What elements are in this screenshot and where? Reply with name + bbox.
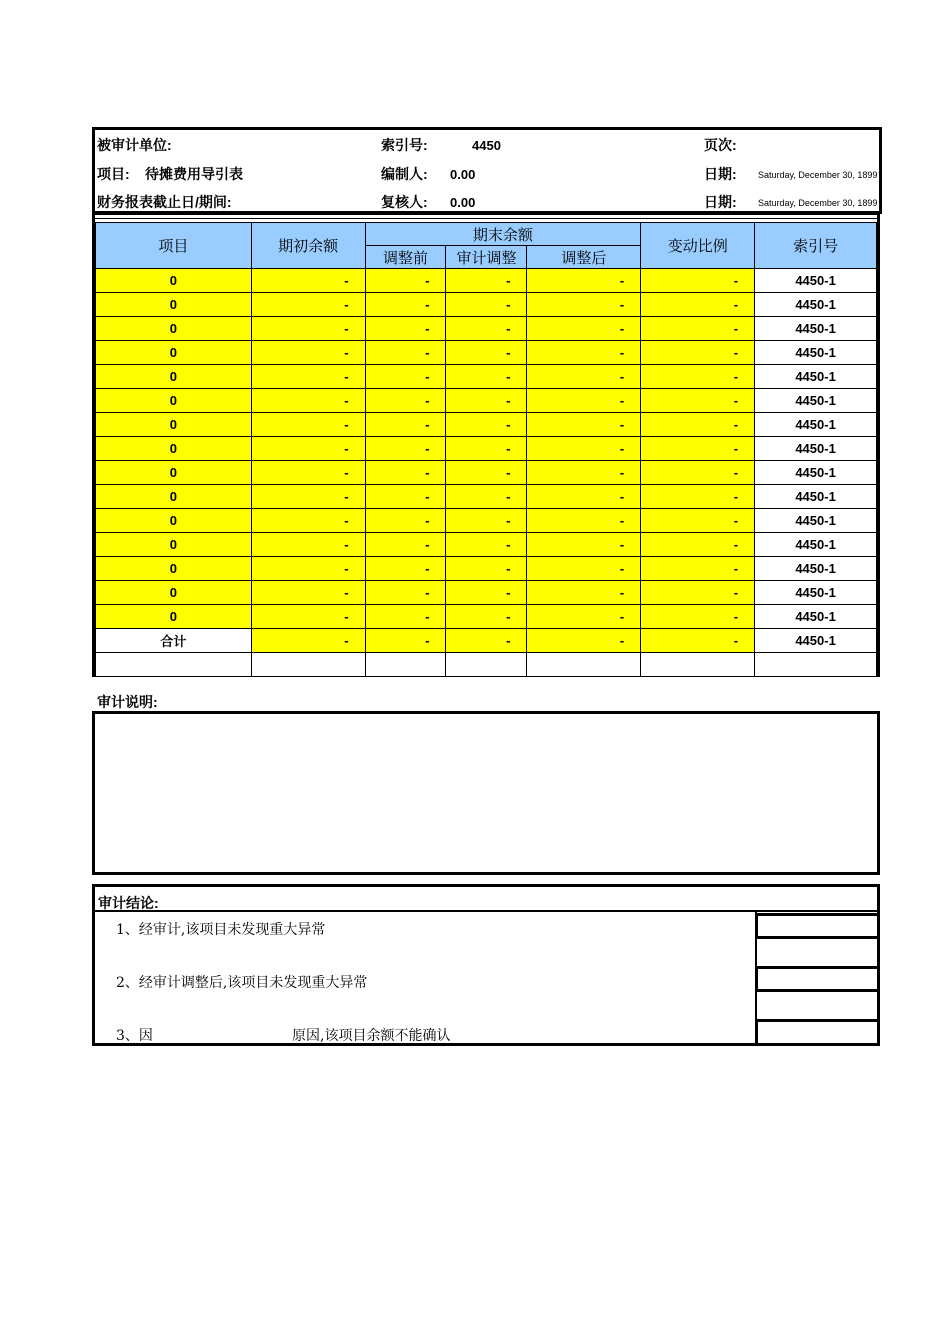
conclusion-item-2: 2、经审计调整后,该项目未发现重大异常: [116, 975, 368, 991]
cell-opening-balance: -: [251, 509, 365, 533]
cell-before-adjustment: -: [365, 293, 446, 317]
date-label-2: 日期:: [704, 194, 737, 210]
cell-opening-balance: -: [251, 581, 365, 605]
cell-audit-adjustment: -: [446, 293, 527, 317]
cell-index: 4450-1: [755, 317, 877, 341]
cell-index: 4450-1: [755, 389, 877, 413]
period-label: 财务报表截止日/期间:: [97, 194, 232, 210]
header-closing-balance: 期末余额: [365, 223, 641, 246]
cell-after-adjustment: -: [527, 365, 641, 389]
double-divider: [95, 214, 877, 219]
audit-conclusion-box: [92, 884, 880, 1046]
cell-item: 0: [96, 341, 252, 365]
cell-index: 4450-1: [755, 341, 877, 365]
cell-index: 4450-1: [755, 461, 877, 485]
table-row: [96, 341, 877, 365]
index-label: 索引号:: [381, 137, 428, 153]
cell-index: 4450-1: [755, 269, 877, 293]
cell-opening-balance: -: [251, 485, 365, 509]
cell-opening-balance: -: [251, 317, 365, 341]
cell-after-adjustment: -: [527, 581, 641, 605]
empty-cell[interactable]: [446, 653, 527, 677]
cell-change-ratio: -: [641, 317, 755, 341]
cell-index: 4450-1: [755, 557, 877, 581]
empty-cell[interactable]: [365, 653, 446, 677]
cell-change-ratio: -: [641, 413, 755, 437]
cell-index: 4450-1: [755, 605, 877, 629]
project-name: 待摊费用导引表: [145, 166, 243, 182]
cell-before-adjustment: -: [365, 605, 446, 629]
cell-index: 4450-1: [755, 485, 877, 509]
table-row: [96, 557, 877, 581]
cell-before-adjustment: -: [365, 533, 446, 557]
cell-audit-adjustment: -: [446, 341, 527, 365]
cell-before-adjustment: -: [365, 437, 446, 461]
cell-item: 0: [96, 461, 252, 485]
conclusion-check-2[interactable]: [755, 966, 880, 992]
table-row: [96, 269, 877, 293]
cell-after-adjustment: -: [527, 413, 641, 437]
cell-item: 合计: [96, 629, 252, 653]
cell-item: 0: [96, 317, 252, 341]
project-label: 项目:: [97, 166, 130, 182]
table-row: [96, 317, 877, 341]
cell-before-adjustment: -: [365, 269, 446, 293]
cell-change-ratio: -: [641, 341, 755, 365]
cell-index: 4450-1: [755, 365, 877, 389]
cell-audit-adjustment: -: [446, 533, 527, 557]
table-row: [96, 533, 877, 557]
cell-after-adjustment: -: [527, 293, 641, 317]
empty-cell[interactable]: [96, 653, 252, 677]
cell-item: 0: [96, 605, 252, 629]
preparer-label: 编制人:: [381, 166, 428, 182]
cell-audit-adjustment: -: [446, 317, 527, 341]
date-label-1: 日期:: [704, 166, 737, 182]
conclusion-item-3-prefix: 3、因: [116, 1028, 153, 1044]
cell-after-adjustment: -: [527, 389, 641, 413]
cell-audit-adjustment: -: [446, 269, 527, 293]
table-row: [96, 605, 877, 629]
cell-before-adjustment: -: [365, 557, 446, 581]
cell-change-ratio: -: [641, 629, 755, 653]
cell-after-adjustment: -: [527, 461, 641, 485]
table-row: [96, 581, 877, 605]
cell-item: 0: [96, 269, 252, 293]
empty-cell[interactable]: [641, 653, 755, 677]
preparer-value: 0.00: [450, 167, 476, 182]
cell-index: 4450-1: [755, 533, 877, 557]
conclusion-item-3-suffix: 原因,该项目余额不能确认: [292, 1028, 451, 1044]
cell-index: 4450-1: [755, 629, 877, 653]
cell-item: 0: [96, 509, 252, 533]
cell-after-adjustment: -: [527, 629, 641, 653]
cell-after-adjustment: -: [527, 317, 641, 341]
cell-opening-balance: -: [251, 629, 365, 653]
cell-audit-adjustment: -: [446, 485, 527, 509]
cell-audit-adjustment: -: [446, 413, 527, 437]
cell-audit-adjustment: -: [446, 509, 527, 533]
empty-row: [96, 653, 877, 677]
conclusion-divider: [95, 910, 877, 912]
table-row: [96, 485, 877, 509]
cell-after-adjustment: -: [527, 533, 641, 557]
cell-opening-balance: -: [251, 605, 365, 629]
cell-item: 0: [96, 389, 252, 413]
header-block: [92, 127, 882, 214]
cell-after-adjustment: -: [527, 269, 641, 293]
cell-index: 4450-1: [755, 293, 877, 317]
page-label: 页次:: [704, 137, 737, 153]
cell-opening-balance: -: [251, 533, 365, 557]
header-change-ratio: 变动比例: [641, 223, 755, 269]
date-value-2: Saturday, December 30, 1899: [758, 198, 878, 208]
guide-table: [92, 211, 880, 677]
cell-audit-adjustment: -: [446, 581, 527, 605]
cell-audit-adjustment: -: [446, 437, 527, 461]
cell-index: 4450-1: [755, 413, 877, 437]
cell-audit-adjustment: -: [446, 629, 527, 653]
cell-opening-balance: -: [251, 365, 365, 389]
audit-notes-label: 审计说明:: [97, 694, 158, 710]
cell-after-adjustment: -: [527, 605, 641, 629]
cell-change-ratio: -: [641, 533, 755, 557]
cell-audit-adjustment: -: [446, 365, 527, 389]
empty-cell[interactable]: [527, 653, 641, 677]
cell-change-ratio: -: [641, 557, 755, 581]
cell-audit-adjustment: -: [446, 605, 527, 629]
cell-opening-balance: -: [251, 437, 365, 461]
cell-audit-adjustment: -: [446, 557, 527, 581]
table-body: [96, 269, 877, 677]
cell-change-ratio: -: [641, 365, 755, 389]
cell-change-ratio: -: [641, 461, 755, 485]
cell-after-adjustment: -: [527, 485, 641, 509]
cell-item: 0: [96, 413, 252, 437]
cell-item: 0: [96, 437, 252, 461]
cell-change-ratio: -: [641, 509, 755, 533]
audit-notes-box[interactable]: [92, 711, 880, 875]
cell-before-adjustment: -: [365, 581, 446, 605]
table-row: [96, 437, 877, 461]
cell-opening-balance: -: [251, 557, 365, 581]
cell-before-adjustment: -: [365, 413, 446, 437]
index-value: 4450: [472, 138, 501, 153]
table-row: [96, 509, 877, 533]
cell-after-adjustment: -: [527, 509, 641, 533]
cell-opening-balance: -: [251, 269, 365, 293]
date-value-1: Saturday, December 30, 1899: [758, 170, 878, 180]
table-row: [96, 389, 877, 413]
reviewer-label: 复核人:: [381, 194, 428, 210]
cell-item: 0: [96, 293, 252, 317]
cell-before-adjustment: -: [365, 461, 446, 485]
cell-change-ratio: -: [641, 437, 755, 461]
cell-index: 4450-1: [755, 437, 877, 461]
cell-audit-adjustment: -: [446, 389, 527, 413]
conclusion-item-1: 1、经审计,该项目未发现重大异常: [116, 922, 326, 938]
cell-before-adjustment: -: [365, 389, 446, 413]
header-index: 索引号: [755, 223, 877, 269]
cell-opening-balance: -: [251, 341, 365, 365]
empty-cell[interactable]: [251, 653, 365, 677]
conclusion-check-1[interactable]: [755, 913, 880, 939]
cell-opening-balance: -: [251, 389, 365, 413]
cell-after-adjustment: -: [527, 557, 641, 581]
table-row: [96, 293, 877, 317]
guide-grid: [95, 222, 877, 677]
header-opening-balance: 期初余额: [251, 223, 365, 269]
cell-index: 4450-1: [755, 581, 877, 605]
cell-before-adjustment: -: [365, 365, 446, 389]
header-before-adjustment: 调整前: [365, 246, 446, 269]
audit-conclusion-label: 审计结论:: [98, 895, 159, 911]
reviewer-value: 0.00: [450, 195, 476, 210]
cell-before-adjustment: -: [365, 485, 446, 509]
cell-index: 4450-1: [755, 509, 877, 533]
cell-opening-balance: -: [251, 293, 365, 317]
cell-change-ratio: -: [641, 485, 755, 509]
empty-cell[interactable]: [755, 653, 877, 677]
table-row: [96, 461, 877, 485]
cell-opening-balance: -: [251, 413, 365, 437]
cell-after-adjustment: -: [527, 437, 641, 461]
total-row: [96, 629, 877, 653]
cell-change-ratio: -: [641, 389, 755, 413]
cell-audit-adjustment: -: [446, 461, 527, 485]
cell-item: 0: [96, 581, 252, 605]
cell-before-adjustment: -: [365, 509, 446, 533]
conclusion-check-3[interactable]: [755, 1019, 880, 1043]
cell-item: 0: [96, 365, 252, 389]
table-row: [96, 365, 877, 389]
cell-change-ratio: -: [641, 581, 755, 605]
cell-item: 0: [96, 557, 252, 581]
header-item: 项目: [96, 223, 252, 269]
cell-change-ratio: -: [641, 293, 755, 317]
cell-item: 0: [96, 533, 252, 557]
audited-unit-label: 被审计单位:: [97, 137, 172, 153]
cell-opening-balance: -: [251, 461, 365, 485]
cell-after-adjustment: -: [527, 341, 641, 365]
cell-item: 0: [96, 485, 252, 509]
cell-before-adjustment: -: [365, 341, 446, 365]
cell-before-adjustment: -: [365, 629, 446, 653]
cell-change-ratio: -: [641, 269, 755, 293]
cell-change-ratio: -: [641, 605, 755, 629]
table-row: [96, 413, 877, 437]
header-audit-adjustment: 审计调整: [446, 246, 527, 269]
header-after-adjustment: 调整后: [527, 246, 641, 269]
cell-before-adjustment: -: [365, 317, 446, 341]
